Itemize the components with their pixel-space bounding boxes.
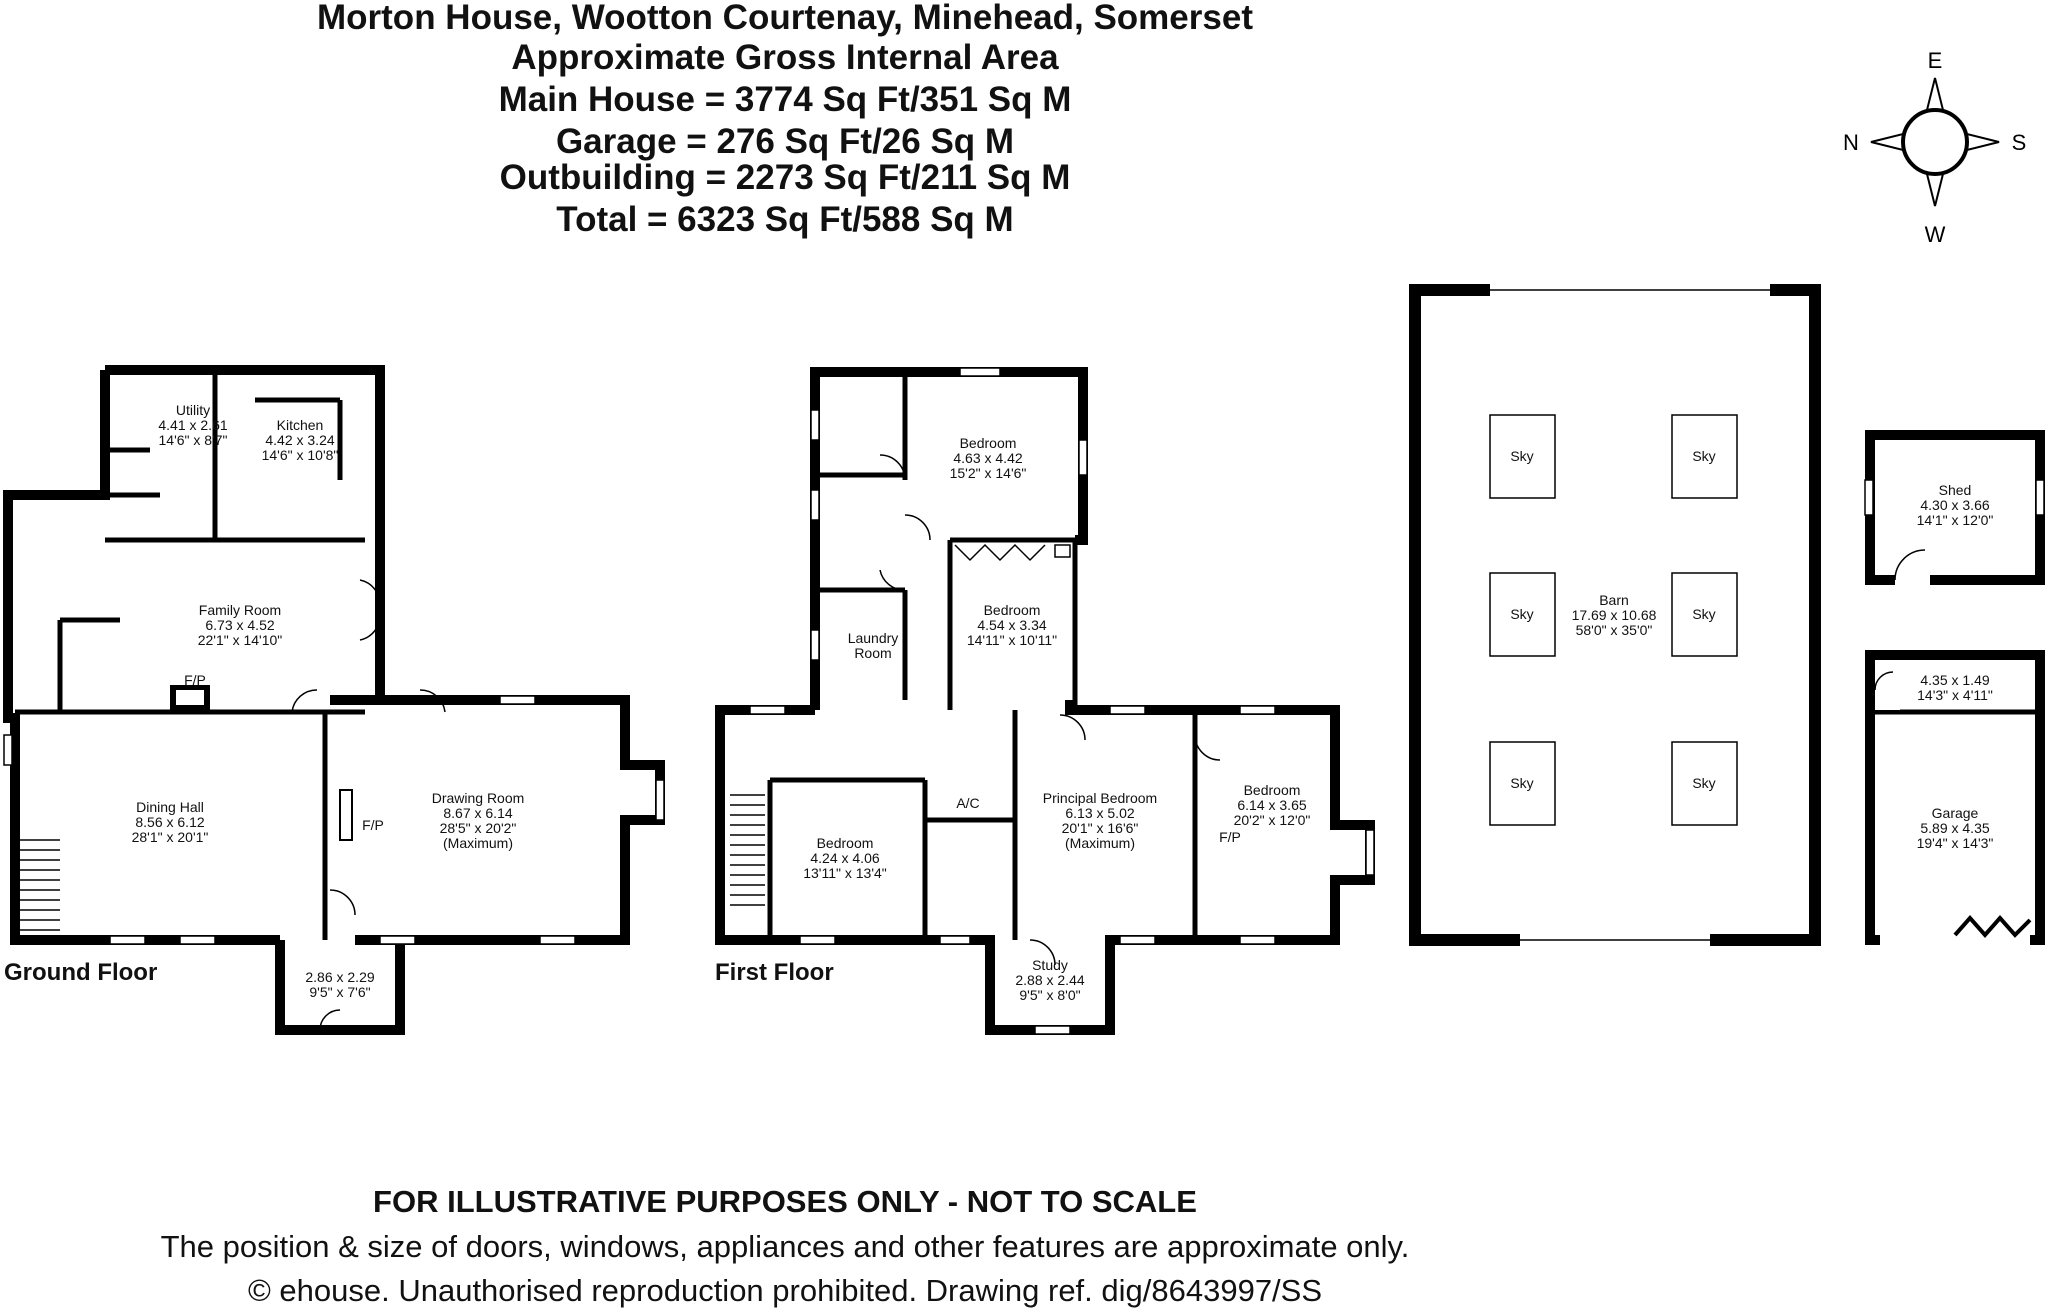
family-room-metric: 6.73 x 4.52 (205, 617, 275, 633)
compass-north-label: N (1843, 130, 1859, 155)
garage-metric: 5.89 x 4.35 (1920, 820, 1990, 836)
garage-plan (1870, 655, 2040, 940)
shed-imperial: 14'1" x 12'0" (1916, 512, 1994, 528)
barn-label: Barn (1599, 592, 1629, 608)
disclaimer-note: The position & size of doors, windows, appliances and other features are approximate only. (160, 1229, 1410, 1264)
dining-hall-metric: 8.56 x 6.12 (135, 814, 205, 830)
compass-rose-icon (1843, 48, 2026, 247)
compass-south-label: S (2011, 130, 2027, 155)
shed-plan (1865, 435, 2044, 586)
area-outbuilding: Outbuilding = 2273 Sq Ft/211 Sq M (499, 158, 1071, 197)
compass-east-label: E (1927, 48, 1943, 73)
bedroom-right-imperial: 20'2" x 12'0" (1233, 812, 1311, 828)
area-total: Total = 6323 Sq Ft/588 Sq M (556, 200, 1014, 239)
bedroom-mid-label: Bedroom (983, 602, 1041, 618)
family-room-fireplace-label: F/P (184, 672, 206, 688)
garage-store-imperial: 14'3" x 4'11" (1917, 687, 1993, 703)
bedroom-top-imperial: 15'2" x 14'6" (949, 465, 1027, 481)
kitchen-metric: 4.42 x 3.24 (265, 432, 335, 448)
bedroom-top-metric: 4.63 x 4.42 (953, 450, 1023, 466)
plan-title: Morton House, Wootton Courtenay, Minehead, Somerset (317, 0, 1253, 37)
first-floor-plan (715, 368, 1374, 1034)
garage-store-metric: 4.35 x 1.49 (1920, 672, 1990, 688)
skylight-label: Sky (1692, 775, 1716, 791)
kitchen-label: Kitchen (276, 417, 324, 433)
bedroom-right-fireplace-label: F/P (1219, 829, 1241, 845)
barn-plan (1415, 284, 1815, 946)
drawing-room-fireplace-label: F/P (362, 817, 384, 833)
compass-west-label: W (1924, 222, 1946, 247)
barn-metric: 17.69 x 10.68 (1571, 607, 1657, 623)
plan-subtitle: Approximate Gross Internal Area (511, 38, 1059, 77)
bedroom-left-imperial: 13'11" x 13'4" (803, 865, 887, 881)
ground-floor-label: Ground Floor (4, 959, 158, 986)
bedroom-mid-imperial: 14'11" x 10'11" (966, 632, 1058, 648)
skylight-label: Sky (1692, 448, 1716, 464)
bedroom-right-label: Bedroom (1243, 782, 1301, 798)
skylight-label: Sky (1510, 606, 1534, 622)
bedroom-mid-metric: 4.54 x 3.34 (977, 617, 1047, 633)
drawing-room-label: Drawing Room (431, 790, 525, 806)
shed-label: Shed (1938, 482, 1972, 498)
utility-metric: 4.41 x 2.61 (158, 417, 228, 433)
study-metric: 2.88 x 2.44 (1015, 972, 1085, 988)
laundry-label-2: Room (854, 645, 892, 661)
bedroom-right-metric: 6.14 x 3.65 (1237, 797, 1307, 813)
porch-metric: 2.86 x 2.29 (305, 969, 375, 985)
principal-bedroom-note: (Maximum) (1065, 835, 1135, 851)
drawing-room-metric: 8.67 x 6.14 (443, 805, 513, 821)
area-main-house: Main House = 3774 Sq Ft/351 Sq M (498, 80, 1072, 119)
utility-imperial: 14'6" x 8'7" (158, 432, 228, 448)
utility-label: Utility (175, 402, 211, 418)
ground-floor-plan (4, 370, 664, 1030)
skylight-label: Sky (1510, 775, 1534, 791)
area-garage: Garage = 276 Sq Ft/26 Sq M (555, 122, 1015, 161)
family-room-imperial: 22'1" x 14'10" (197, 632, 283, 648)
skylight-label: Sky (1510, 448, 1534, 464)
drawing-room-note: (Maximum) (443, 835, 513, 851)
family-room-label: Family Room (198, 602, 282, 618)
dining-hall-imperial: 28'1" x 20'1" (131, 829, 209, 845)
garage-imperial: 19'4" x 14'3" (1916, 835, 1994, 851)
principal-bedroom-imperial: 20'1" x 16'6" (1061, 820, 1139, 836)
principal-bedroom-metric: 6.13 x 5.02 (1065, 805, 1135, 821)
porch-imperial: 9'5" x 7'6" (309, 984, 371, 1000)
study-label: Study (1032, 957, 1068, 973)
drawing-room-imperial: 28'5" x 20'2" (439, 820, 517, 836)
garage-label: Garage (1931, 805, 1979, 821)
bedroom-left-metric: 4.24 x 4.06 (810, 850, 880, 866)
bedroom-top-label: Bedroom (959, 435, 1017, 451)
shed-metric: 4.30 x 3.66 (1920, 497, 1990, 513)
principal-bedroom-label: Principal Bedroom (1042, 790, 1158, 806)
disclaimer-heading: FOR ILLUSTRATIVE PURPOSES ONLY - NOT TO SCALE (373, 1184, 1197, 1219)
ac-label: A/C (956, 795, 980, 811)
kitchen-imperial: 14'6" x 10'8" (261, 447, 339, 463)
first-floor-label: First Floor (715, 959, 834, 986)
dining-hall-label: Dining Hall (136, 799, 204, 815)
barn-imperial: 58'0" x 35'0" (1575, 622, 1653, 638)
bedroom-left-label: Bedroom (816, 835, 874, 851)
laundry-label: Laundry (847, 630, 899, 646)
skylight-label: Sky (1692, 606, 1716, 622)
study-imperial: 9'5" x 8'0" (1019, 987, 1081, 1003)
copyright-note: © ehouse. Unauthorised reproduction prohibited. Drawing ref. dig/8643997/SS (247, 1273, 1323, 1308)
